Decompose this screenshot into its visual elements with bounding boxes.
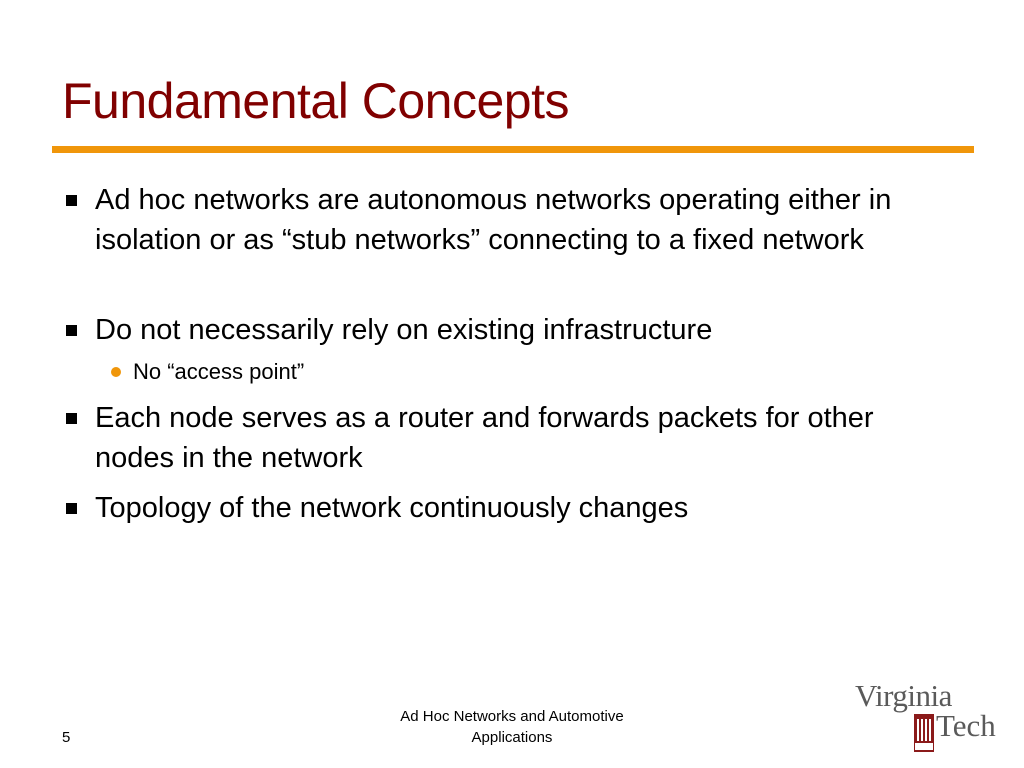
- bullet-text: Ad hoc networks are autonomous networks operating either in isolation or as “stub networks” connecting to a fixed network: [95, 184, 892, 256]
- square-bullet-icon: [66, 413, 77, 424]
- logo-wordmark-line2: Tech: [936, 708, 996, 743]
- square-bullet-icon: [66, 503, 77, 514]
- circle-bullet-icon: [111, 367, 121, 377]
- square-bullet-icon: [66, 325, 77, 336]
- footer-line: Applications: [471, 729, 553, 746]
- virginia-tech-logo: [852, 678, 1012, 758]
- page-number: 5: [62, 729, 71, 746]
- slide-title: Fundamental Concepts: [62, 73, 569, 129]
- title-divider: [52, 146, 974, 153]
- sub-bullet-text: No “access point”: [133, 359, 305, 384]
- footer-caption: [380, 706, 644, 748]
- bullet-text: Do not necessarily rely on existing infrastructure: [95, 314, 713, 346]
- bullet-text: Each node serves as a router and forwards packets for other nodes in the network: [95, 402, 874, 474]
- bullet-text: Topology of the network continuously changes: [95, 492, 689, 524]
- square-bullet-icon: [66, 195, 77, 206]
- logo-wordmark-line1: Virginia: [855, 678, 952, 713]
- logo-seal-icon: [914, 714, 934, 752]
- footer-line: Ad Hoc Networks and Automotive: [400, 708, 624, 725]
